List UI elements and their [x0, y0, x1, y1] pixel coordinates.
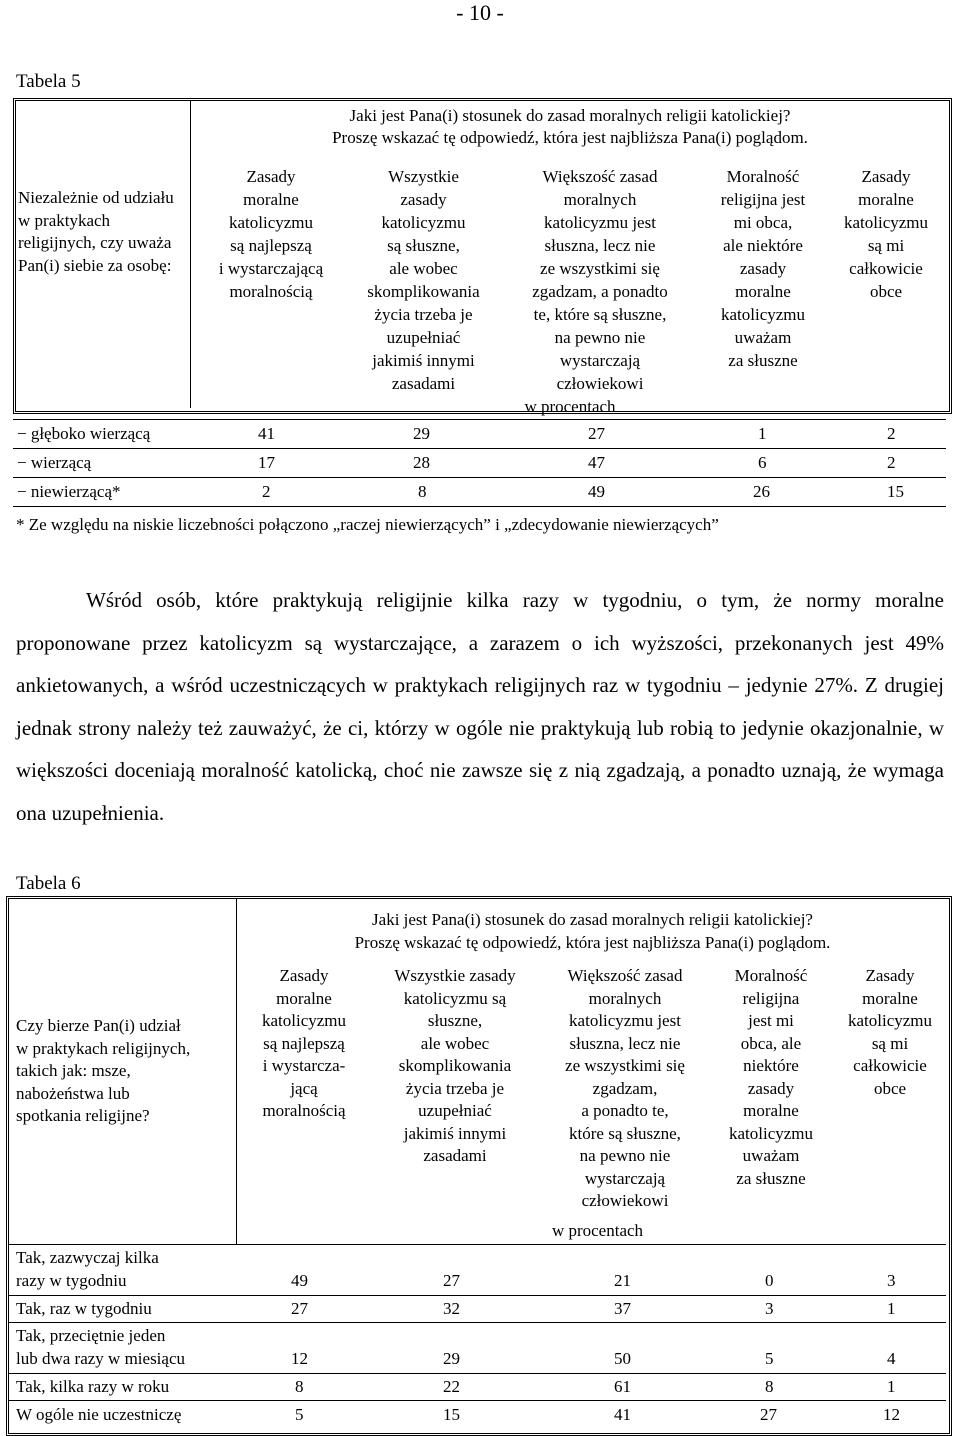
cell: 28 — [413, 453, 430, 472]
table5-unit: w procentach — [524, 397, 616, 416]
cell: 22 — [443, 1377, 460, 1396]
cell: 27 — [588, 424, 605, 443]
table-row — [16, 1325, 185, 1370]
cell: 15 — [887, 482, 904, 501]
table5-row-header: Niezależnie od udziału w praktykach religijnych, czy uważa Pan(i) siebie za osobę: — [18, 188, 174, 275]
cell: 27 — [291, 1299, 308, 1318]
table6-question: Jaki jest Pana(i) stosunek do zasad moralnych religii katolickiej? Proszę wskazać tę odpowiedź, która jest najbliższa Pana(i) poglądom. — [354, 910, 831, 952]
cell: 6 — [758, 453, 767, 472]
cell: 37 — [614, 1299, 631, 1318]
table6-label: Tabela 6 — [16, 873, 81, 894]
cell: 50 — [614, 1349, 631, 1368]
cell: 3 — [765, 1299, 774, 1318]
row-divider — [13, 506, 946, 507]
cell: 0 — [765, 1271, 774, 1290]
row-label: − głęboko wierzącą — [17, 424, 151, 443]
row-label: W ogóle nie uczestniczę — [16, 1405, 182, 1424]
cell: 1 — [758, 424, 767, 443]
row-divider — [13, 477, 946, 478]
table5-col-header-5: Zasady moralne katolicyzmu są mi całkowicie obce — [843, 167, 929, 301]
table5-col-header-4: Moralność religijna jest mi obca, ale niektóre zasady moralne katolicyzmu uważam za słuszne — [720, 167, 806, 370]
row-label: Tak, przeciętnie jeden lub dwa razy w miesiącu — [16, 1326, 185, 1368]
cell: 2 — [262, 482, 271, 501]
row-label: − niewierzącą* — [17, 482, 121, 501]
cell: 26 — [753, 482, 770, 501]
table6-col-header-4: Moralność religijna jest mi obca, ale niektóre zasady moralne katolicyzmu uważam za słuszne — [728, 966, 814, 1188]
cell: 41 — [258, 424, 275, 443]
cell: 61 — [614, 1377, 631, 1396]
table-row — [16, 1247, 159, 1292]
page-number: - 10 - — [456, 0, 504, 25]
table5-col-header-2: Wszystkie zasady katolicyzmu są słuszne, ale wobec skomplikowania życia trzeba je uzupełniać jakimiś innymi zasadami — [367, 167, 480, 393]
table6-col-header-5: Zasady moralne katolicyzmu są mi całkowicie obce — [847, 966, 933, 1098]
cell: 21 — [614, 1271, 631, 1290]
cell: 4 — [887, 1349, 896, 1368]
cell: 49 — [588, 482, 605, 501]
cell: 47 — [588, 453, 605, 472]
cell: 32 — [443, 1299, 460, 1318]
row-divider — [8, 1322, 946, 1323]
cell: 2 — [887, 424, 896, 443]
table6-col-header-2: Wszystkie zasady katolicyzmu są słuszne, ale wobec skomplikowania życia trzeba je uzupełniać jakimiś innymi zasadami — [394, 966, 516, 1165]
table5-col-header-3: Większość zasad moralnych katolicyzmu jest słuszna, lecz nie ze wszystkimi się zgadzam, a ponadto te, które są słuszne, na pewno nie wystarczają człowiekowi — [532, 167, 668, 393]
cell: 17 — [258, 453, 275, 472]
row-divider — [8, 1400, 946, 1401]
table6-row-header: Czy bierze Pan(i) udział w praktykach religijnych, takich jak: msze, nabożeństwa lub spotkania religijne? — [16, 1016, 191, 1125]
cell: 29 — [413, 424, 430, 443]
cell: 12 — [291, 1349, 308, 1368]
cell: 29 — [443, 1349, 460, 1368]
table5-footnote: * Ze względu na niskie liczebności połączono „raczej niewierzących” i „zdecydowanie niewierzących” — [16, 515, 719, 534]
table6-col-header-1: Zasady moralne katolicyzmu są najlepszą i wystarcza- jącą moralnością — [261, 966, 347, 1120]
table6-unit: w procentach — [551, 1221, 644, 1240]
cell: 5 — [295, 1405, 304, 1424]
row-divider — [13, 419, 946, 420]
cell: 27 — [443, 1271, 460, 1290]
row-label: − wierzącą — [17, 453, 92, 472]
cell: 2 — [887, 453, 896, 472]
row-divider — [8, 1373, 946, 1374]
row-divider — [8, 1244, 946, 1245]
cell: 3 — [887, 1271, 896, 1290]
table-row — [13, 478, 953, 506]
cell: 12 — [883, 1405, 900, 1424]
cell: 8 — [418, 482, 427, 501]
table-row — [13, 420, 953, 448]
row-divider — [8, 1295, 946, 1296]
table5-label: Tabela 5 — [16, 71, 81, 92]
cell: 8 — [295, 1377, 304, 1396]
cell: 5 — [765, 1349, 774, 1368]
cell: 15 — [443, 1405, 460, 1424]
cell: 41 — [614, 1405, 631, 1424]
cell: 27 — [760, 1405, 777, 1424]
row-label: Tak, raz w tygodniu — [16, 1299, 152, 1318]
table5-divider — [190, 100, 191, 408]
table-row — [13, 449, 953, 477]
cell: 1 — [887, 1377, 896, 1396]
row-divider — [13, 448, 946, 449]
cell: 8 — [765, 1377, 774, 1396]
table5-question: Jaki jest Pana(i) stosunek do zasad moralnych religii katolickiej? Proszę wskazać tę odpowiedź, która jest najbliższa Pana(i) poglądom. — [332, 106, 808, 147]
cell: 49 — [291, 1271, 308, 1290]
table6-divider — [236, 898, 237, 1244]
row-label: Tak, kilka razy w roku — [16, 1377, 170, 1396]
cell: 1 — [887, 1299, 896, 1318]
table6-col-header-3: Większość zasad moralnych katolicyzmu jest słuszna, lecz nie ze wszystkimi się zgadzam, a ponadto te, które są słuszne, na pewno nie wystarczają człowiekowi — [565, 966, 685, 1210]
body-paragraph: Wśród osób, które praktykują religijnie kilka razy w tygodniu, o tym, że normy moralne proponowane przez katolicyzm są wystarczające, a zarazem o ich wyższości, przekonanych jest 49% ankietowanych, a wśród uczestniczących w praktykach religijnych raz w tygodniu – jedynie 27%. Z drugiej jednak strony należy też zauważyć, że ci, którzy w ogóle nie praktykują lub robią to jedynie okazjonalnie, w większości doceniają moralność katolicką, choć nie zawsze się z nią zgadzają, a ponadto uznają, że wymaga ona uzupełnienia. — [16, 588, 944, 825]
table5-col-header-1: Zasady moralne katolicyzmu są najlepszą i wystarczającą moralnością — [218, 167, 324, 301]
row-label: Tak, zazwyczaj kilka razy w tygodniu — [16, 1248, 159, 1290]
